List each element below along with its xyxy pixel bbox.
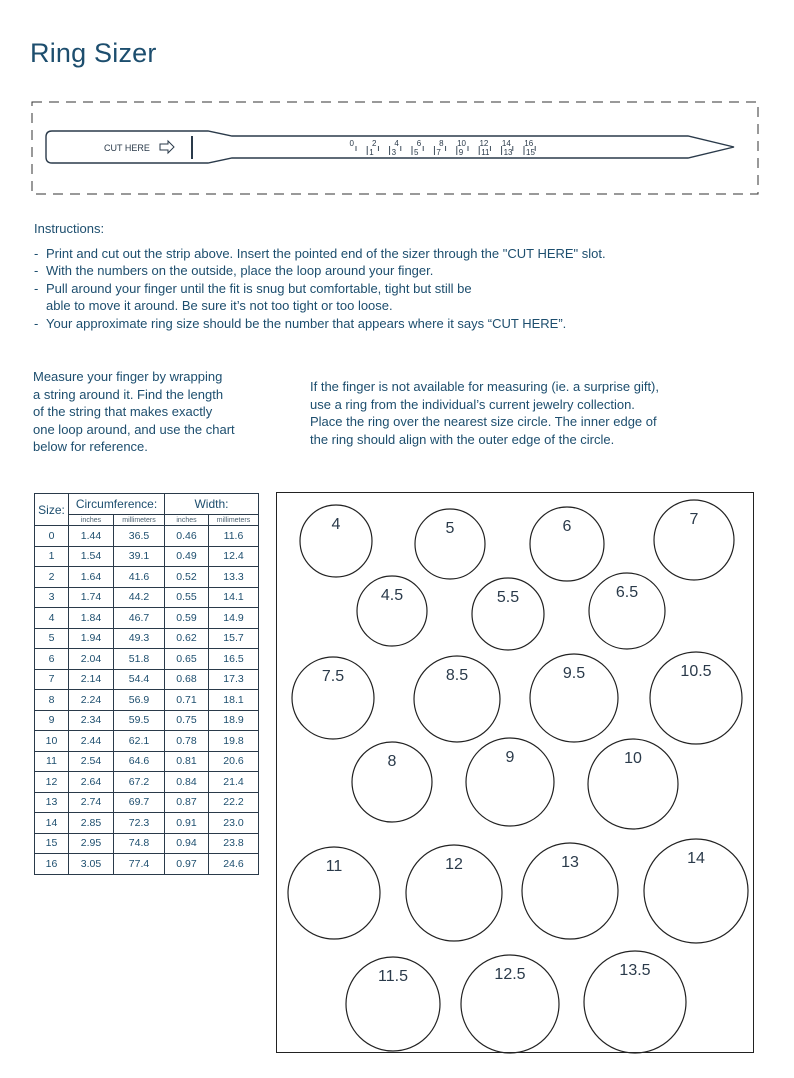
scale-label: 0 [349,139,354,148]
instruction-item-continuation: able to move it around. Be sure it’s not too tight or too loose. [46,298,393,314]
cut-here-label: CUT HERE [104,143,150,153]
table-cell: 0.87 [165,792,209,813]
header-inches: inches [69,515,114,526]
table-cell: 23.8 [209,833,259,854]
table-cell: 14.9 [209,608,259,629]
size-chart-body [35,526,259,875]
table-row [35,628,259,649]
table-cell: 0.55 [165,587,209,608]
table-cell: 4 [35,608,69,629]
size-circle-label: 10.5 [680,663,712,680]
table-cell: 2.04 [69,649,114,670]
table-cell: 39.1 [114,546,165,567]
table-cell: 2.14 [69,669,114,690]
instruction-item: - Print and cut out the strip above. Insert the pointed end of the sizer through the "CUT HERE" slot. [34,245,606,261]
table-cell: 5 [35,628,69,649]
table-cell: 6 [35,649,69,670]
table-cell: 2.54 [69,751,114,772]
table-cell: 72.3 [114,813,165,834]
size-circle-label: 4 [331,516,341,533]
size-circle-label: 5.5 [496,589,520,606]
scale-label: 13 [503,148,513,157]
scale-label: 15 [526,148,535,157]
table-cell: 59.5 [114,710,165,731]
ring-instructions: If the finger is not available for measuring (ie. a surprise gift), use a ring from the individual’s current jewelry collection. Place the ring over the nearest size circle. The inner edge of the ring should align with the outer edge of the circle. [310,379,659,447]
table-cell: 46.7 [114,608,165,629]
table-cell: 51.8 [114,649,165,670]
table-row [35,567,259,588]
instruction-item: - With the numbers on the outside, place the loop around your finger. [34,263,434,279]
header-inches: inches [165,515,209,526]
table-cell: 0 [35,526,69,547]
table-cell: 13.3 [209,567,259,588]
size-circle-label: 8.5 [445,667,469,684]
table-cell: 1.84 [69,608,114,629]
table-cell: 24.6 [209,854,259,875]
table-cell: 49.3 [114,628,165,649]
table-cell: 18.9 [209,710,259,731]
table-cell: 62.1 [114,731,165,752]
size-circle-label: 10 [624,750,642,767]
header-millimeters: millimeters [114,515,165,526]
table-cell: 74.8 [114,833,165,854]
table-cell: 15.7 [209,628,259,649]
table-cell: 17.3 [209,669,259,690]
header-millimeters: millimeters [209,515,259,526]
scale-label: 16 [524,139,534,148]
size-circle-label: 13 [561,854,579,871]
instructions [34,220,754,333]
scale-label: 5 [414,148,419,157]
table-cell: 15 [35,833,69,854]
table-cell: 0.71 [165,690,209,711]
table-cell: 16 [35,854,69,875]
table-cell: 1.94 [69,628,114,649]
table-cell: 12.4 [209,546,259,567]
table-cell: 2.24 [69,690,114,711]
table-row [35,587,259,608]
scale-label: 14 [501,139,511,148]
instruction-item: - Pull around your finger until the fit is snug but comfortable, tight but still be able to move it around. Be sure it’s not too tight or too loose. [34,280,754,315]
scale-label: 9 [458,148,464,157]
table-cell: 23.0 [209,813,259,834]
scale-label: 2 [371,139,377,148]
table-cell: 56.9 [114,690,165,711]
table-cell: 13 [35,792,69,813]
header-circumference: Circumference: [69,494,165,515]
size-circle-label: 13.5 [619,962,651,979]
table-cell: 0.81 [165,751,209,772]
size-circle-label: 11 [325,858,343,875]
table-cell: 0.91 [165,813,209,834]
table-cell: 2.74 [69,792,114,813]
table-cell: 22.2 [209,792,259,813]
scale-label: 4 [394,139,399,148]
table-cell: 0.65 [165,649,209,670]
table-cell: 18.1 [209,690,259,711]
size-circle-label: 14 [687,850,705,867]
table-row [35,649,259,670]
table-cell: 0.49 [165,546,209,567]
table-cell: 2.34 [69,710,114,731]
table-cell: 77.4 [114,854,165,875]
table-cell: 19.8 [209,731,259,752]
size-circle-label: 5 [445,520,455,537]
table-cell: 11.6 [209,526,259,547]
table-cell: 0.52 [165,567,209,588]
scale-label: 11 [481,148,490,157]
table-cell: 3.05 [69,854,114,875]
table-cell: 2 [35,567,69,588]
table-cell: 2.64 [69,772,114,793]
table-row [35,710,259,731]
table-cell: 1.44 [69,526,114,547]
table-cell: 64.6 [114,751,165,772]
size-circles [277,493,755,1054]
table-cell: 1 [35,546,69,567]
table-cell: 0.97 [165,854,209,875]
scale-label: 10 [457,139,466,148]
size-circle-label: 4.5 [380,587,404,604]
size-circle-label: 6.5 [615,584,639,601]
table-row [35,731,259,752]
table-cell: 0.94 [165,833,209,854]
table-cell: 67.2 [114,772,165,793]
table-cell: 1.54 [69,546,114,567]
scale-label: 12 [479,139,489,148]
table-row [35,772,259,793]
table-cell: 1.64 [69,567,114,588]
size-circle-label: 11.5 [378,968,408,985]
table-row [35,854,259,875]
table-cell: 9 [35,710,69,731]
table-cell: 3 [35,587,69,608]
table-row [35,690,259,711]
table-cell: 12 [35,772,69,793]
table-cell: 10 [35,731,69,752]
table-cell: 41.6 [114,567,165,588]
size-circle-label: 9.5 [562,665,586,682]
scale-label: 8 [439,139,444,148]
size-circle-label: 7 [689,511,699,528]
scale-label: 1 [369,148,374,157]
table-cell: 0.59 [165,608,209,629]
table-cell: 2.44 [69,731,114,752]
table-cell: 44.2 [114,587,165,608]
table-cell: 0.62 [165,628,209,649]
size-circle-label: 12.5 [494,966,526,983]
table-cell: 0.84 [165,772,209,793]
table-row [35,792,259,813]
table-row [35,751,259,772]
instruction-item: - Your approximate ring size should be the number that appears where it says “CUT HERE”. [34,315,567,331]
table-cell: 54.4 [114,669,165,690]
table-cell: 21.4 [209,772,259,793]
size-circle-label: 6 [562,518,572,535]
table-cell: 16.5 [209,649,259,670]
table-row [35,833,259,854]
table-row [35,546,259,567]
table-cell: 36.5 [114,526,165,547]
size-circle-label: 8 [387,753,397,770]
scale-label: 3 [391,148,397,157]
ring-sizer-strip [0,0,794,210]
instructions-list [34,245,754,333]
header-size: Size: [35,494,69,526]
scale-label: 7 [436,148,441,157]
table-cell: 1.74 [69,587,114,608]
table-cell: 2.95 [69,833,114,854]
table-cell: 2.85 [69,813,114,834]
table-cell: 0.75 [165,710,209,731]
table-row [35,526,259,547]
table-cell: 14 [35,813,69,834]
table-cell: 11 [35,751,69,772]
table-row [35,813,259,834]
header-width: Width: [165,494,259,515]
table-cell: 0.78 [165,731,209,752]
table-row [35,608,259,629]
table-cell: 14.1 [209,587,259,608]
table-row [35,669,259,690]
size-circles-panel [276,492,754,1053]
size-chart-table [34,493,259,875]
size-circle-label: 7.5 [321,668,345,685]
size-circle-label: 12 [445,856,463,873]
table-cell: 8 [35,690,69,711]
scale-label: 6 [416,139,422,148]
table-cell: 0.68 [165,669,209,690]
table-cell: 69.7 [114,792,165,813]
table-cell: 7 [35,669,69,690]
instructions-heading: Instructions: [34,221,105,236]
table-cell: 20.6 [209,751,259,772]
measure-instructions: Measure your finger by wrapping a string around it. Find the length of the string that makes exactly one loop around, and use the chart below for reference. [33,369,235,455]
table-cell: 0.46 [165,526,209,547]
size-circle-label: 9 [505,749,515,766]
page-title: Ring Sizer [30,38,157,68]
